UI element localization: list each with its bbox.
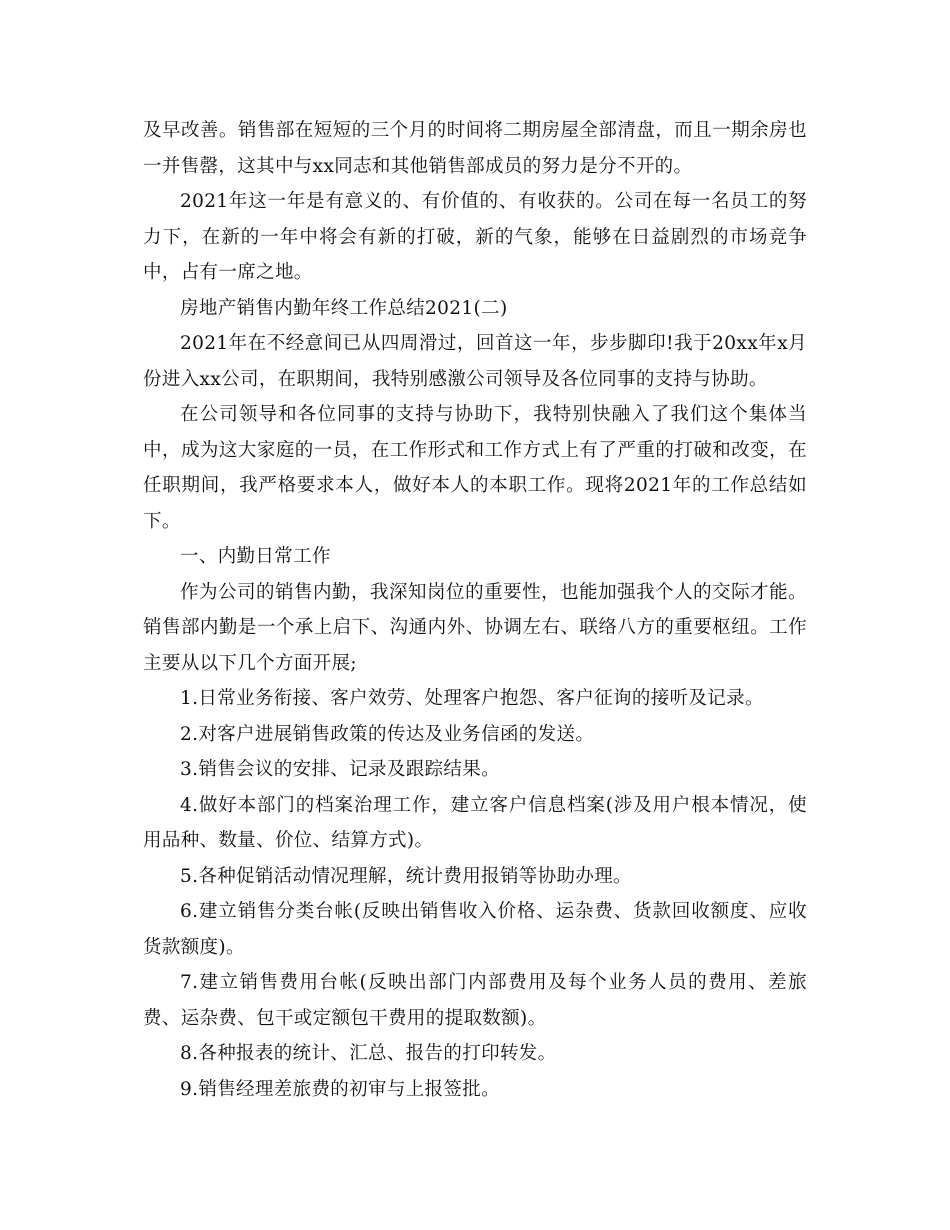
list-item-9: 9.销售经理差旅费的初审与上报签批。 bbox=[180, 1078, 500, 1100]
section-title: 房地产销售内勤年终工作总结2021(二) bbox=[180, 297, 508, 319]
list-item-4: 4.做好本部门的档案治理工作，建立客户信息档案(涉及用户根本情况，使用品种、数量、价位、结算方式)。 bbox=[143, 794, 807, 851]
list-item-7: 7.建立销售费用台帐(反映出部门内部费用及每个业务人员的费用、差旅费、运杂费、包干或定额包干费用的提取数额)。 bbox=[143, 972, 807, 1029]
paragraph-role-description: 作为公司的销售内勤，我深知岗位的重要性，也能加强我个人的交际才能。销售部内勤是一个承上启下、沟通内外、协调左右、联络八方的重要枢纽。工作主要从以下几个方面开展; bbox=[143, 581, 807, 674]
list-item-6: 6.建立销售分类台帐(反映出销售收入价格、运杂费、货款回收额度、应收货款额度)。 bbox=[143, 901, 807, 958]
list-item-2: 2.对客户进展销售政策的传达及业务信函的发送。 bbox=[180, 723, 595, 745]
section-heading-daily-work: 一、内勤日常工作 bbox=[180, 546, 331, 567]
list-item-5: 5.各种促销活动情况理解，统计费用报销等协助办理。 bbox=[180, 865, 632, 887]
list-item-3: 3.销售会议的安排、记录及跟踪结果。 bbox=[180, 759, 500, 780]
paragraph-intro: 2021年在不经意间已从四周滑过，回首这一年，步步脚印!我于20xx年x月份进入xx公司，在职期间，我特别感激公司领导及各位同事的支持与协助。 bbox=[143, 333, 807, 390]
paragraph-year-summary: 2021年这一年是有意义的、有价值的、有收获的。公司在每一名员工的努力下，在新的一年中将会有新的打破，新的气象，能够在日益剧烈的市场竞争中，占有一席之地。 bbox=[143, 191, 807, 283]
document-body bbox=[143, 113, 807, 1107]
list-item-8: 8.各种报表的统计、汇总、报告的打印转发。 bbox=[180, 1043, 557, 1064]
paragraph-continuation: 及早改善。销售部在短短的三个月的时间将二期房屋全部清盘，而且一期余房也一并售罄，这其中与xx同志和其他销售部成员的努力是分不开的。 bbox=[143, 120, 807, 177]
list-item-1: 1.日常业务衔接、客户效劳、处理客户抱怨、客户征询的接听及记录。 bbox=[180, 688, 764, 709]
paragraph-integration: 在公司领导和各位同事的支持与协助下，我特别快融入了我们这个集体当中，成为这大家庭的一员，在工作形式和工作方式上有了严重的打破和改变，在任职期间，我严格要求本人，做好本人的本职工作。现将2021年的工作总结如下。 bbox=[143, 404, 807, 532]
